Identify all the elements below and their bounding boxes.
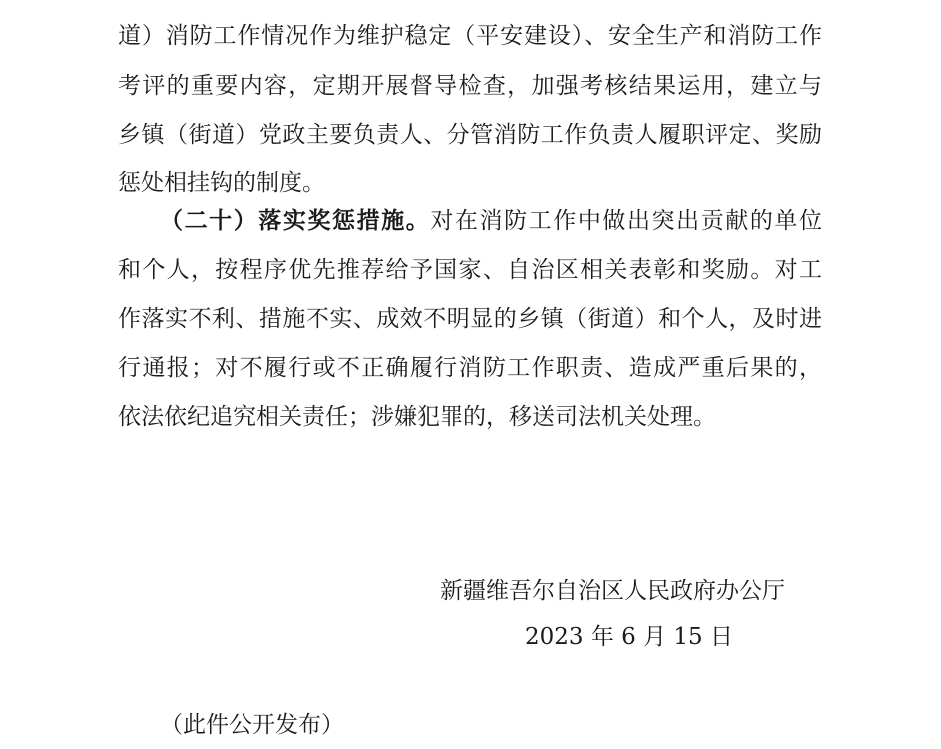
paragraph-first-line: [160, 206, 822, 236]
issue-date: 2023 年 6 月 15 日: [525, 624, 733, 650]
publication-note: （此件公开发布）: [160, 712, 344, 738]
paragraph-line: 依法依纪追究相关责任；涉嫌犯罪的，移送司法机关处理。: [118, 404, 716, 430]
issuer-name: 新疆维吾尔自治区人民政府办公厅: [440, 578, 785, 604]
paragraph-line: 乡镇（街道）党政主要负责人、分管消防工作负责人履职评定、奖励: [118, 122, 822, 148]
paragraph-line: 考评的重要内容，定期开展督导检查，加强考核结果运用，建立与: [118, 73, 822, 99]
paragraph-line: 行通报；对不履行或不正确履行消防工作职责、造成严重后果的，: [118, 355, 822, 381]
paragraph-line: 和个人，按程序优先推荐给予国家、自治区相关表彰和奖励。对工: [118, 257, 822, 283]
paragraph-line: 惩处相挂钩的制度。: [118, 170, 325, 196]
paragraph-text: 对在消防工作中做出突出贡献的单位: [430, 208, 823, 234]
section-heading: （二十）落实奖惩措施。: [160, 207, 431, 234]
paragraph-line: 道）消防工作情况作为维护稳定（平安建设）、安全生产和消防工作: [118, 23, 822, 49]
paragraph-line: 作落实不利、措施不实、成效不明显的乡镇（街道）和个人，及时进: [118, 306, 822, 332]
